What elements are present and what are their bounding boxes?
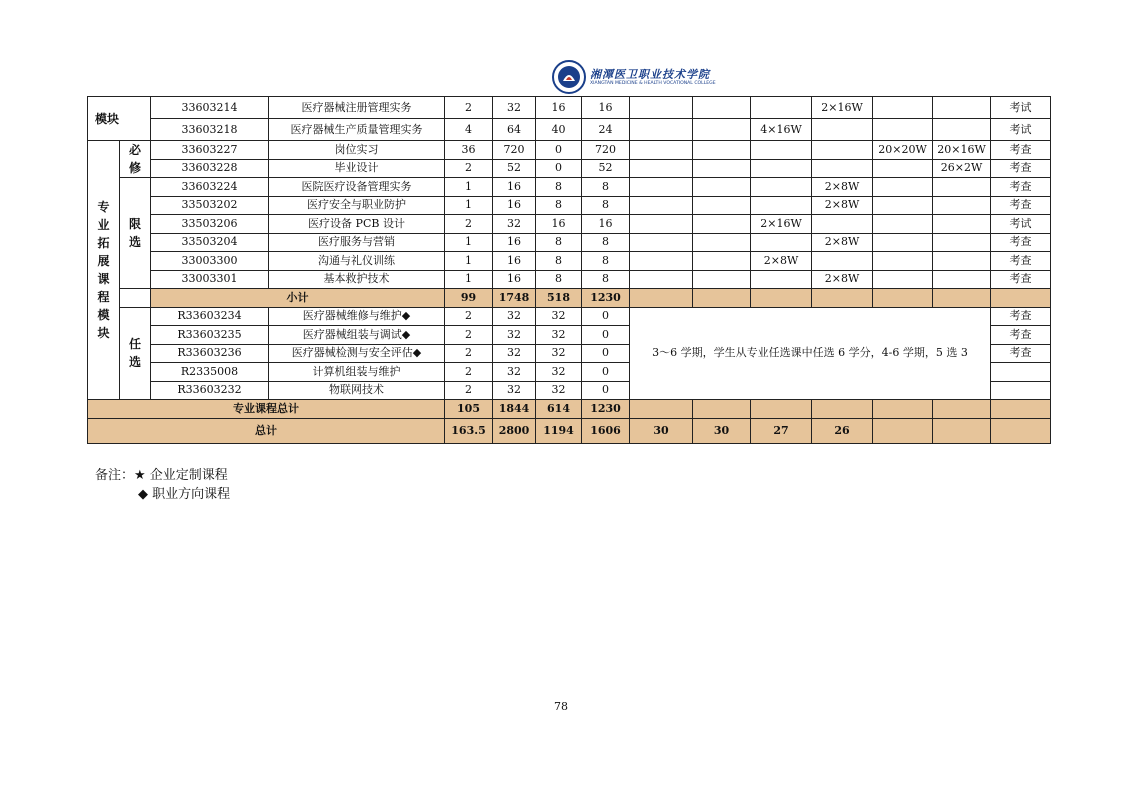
table-row bbox=[88, 196, 1051, 215]
elective-label: 任选 bbox=[120, 307, 151, 400]
theory-hours: 32 bbox=[536, 381, 582, 400]
course-name: 计算机组装与维护 bbox=[269, 363, 445, 382]
practice-hours: 0 bbox=[582, 307, 630, 326]
total-hours: 52 bbox=[493, 159, 536, 178]
grand-total-total-hours: 2800 bbox=[493, 418, 536, 443]
theory-hours: 8 bbox=[536, 270, 582, 289]
theory-hours: 32 bbox=[536, 344, 582, 363]
term-6 bbox=[933, 119, 991, 141]
table-row bbox=[88, 270, 1051, 289]
required-label: 必修 bbox=[120, 141, 151, 178]
credits: 1 bbox=[445, 270, 493, 289]
term-3 bbox=[751, 400, 812, 419]
practice-hours: 0 bbox=[582, 381, 630, 400]
exam-type: 考查 bbox=[991, 141, 1051, 160]
term-4 bbox=[812, 215, 873, 234]
table-row bbox=[88, 252, 1051, 271]
credits: 1 bbox=[445, 196, 493, 215]
course-code: R33603232 bbox=[151, 381, 269, 400]
practice-hours: 720 bbox=[582, 141, 630, 160]
table-row bbox=[88, 159, 1051, 178]
course-code: R33603235 bbox=[151, 326, 269, 345]
practice-hours: 8 bbox=[582, 252, 630, 271]
term-3 bbox=[751, 196, 812, 215]
term-5 bbox=[873, 400, 933, 419]
grand-total-term-1: 30 bbox=[630, 418, 693, 443]
college-name: 湘潭医卫职业技术学院 bbox=[590, 68, 710, 81]
term-2 bbox=[693, 252, 751, 271]
remarks bbox=[95, 466, 230, 504]
term-4: 2×8W bbox=[812, 233, 873, 252]
term-6 bbox=[933, 289, 991, 308]
exam-type: 考查 bbox=[991, 159, 1051, 178]
credits: 2 bbox=[445, 326, 493, 345]
term-1 bbox=[630, 97, 693, 119]
term-2 bbox=[693, 159, 751, 178]
credits: 1 bbox=[445, 178, 493, 197]
table-row bbox=[88, 119, 1051, 141]
term-4 bbox=[812, 289, 873, 308]
exam-type: 考查 bbox=[991, 270, 1051, 289]
grand-total-row bbox=[88, 418, 1051, 443]
credits: 2 bbox=[445, 344, 493, 363]
term-2 bbox=[693, 141, 751, 160]
total-hours: 16 bbox=[493, 252, 536, 271]
theory-hours: 40 bbox=[536, 119, 582, 141]
term-1 bbox=[630, 159, 693, 178]
term-1 bbox=[630, 289, 693, 308]
term-5 bbox=[873, 289, 933, 308]
theory-hours: 0 bbox=[536, 159, 582, 178]
total-hours: 16 bbox=[493, 233, 536, 252]
course-code: R33603236 bbox=[151, 344, 269, 363]
total-hours: 64 bbox=[493, 119, 536, 141]
total-hours: 32 bbox=[493, 215, 536, 234]
term-5: 20×20W bbox=[873, 141, 933, 160]
theory-hours: 32 bbox=[536, 307, 582, 326]
term-6 bbox=[933, 270, 991, 289]
total-hours: 16 bbox=[493, 270, 536, 289]
exam-type bbox=[991, 400, 1051, 419]
subtotal-credits: 99 bbox=[445, 289, 493, 308]
term-2 bbox=[693, 215, 751, 234]
term-2 bbox=[693, 119, 751, 141]
prof-ext-module-label: 专业拓展课程模块 bbox=[88, 141, 120, 400]
theory-hours: 32 bbox=[536, 363, 582, 382]
credits: 2 bbox=[445, 363, 493, 382]
table-row bbox=[88, 141, 1051, 160]
course-code: 33603224 bbox=[151, 178, 269, 197]
total-hours: 32 bbox=[493, 381, 536, 400]
practice-hours: 0 bbox=[582, 326, 630, 345]
term-4: 2×8W bbox=[812, 178, 873, 197]
prof-total-total-hours: 1844 bbox=[493, 400, 536, 419]
term-2 bbox=[693, 400, 751, 419]
term-3 bbox=[751, 233, 812, 252]
term-5 bbox=[873, 233, 933, 252]
credits: 2 bbox=[445, 159, 493, 178]
term-4 bbox=[812, 141, 873, 160]
subtotal-practice-hours: 1230 bbox=[582, 289, 630, 308]
elective-note: 3～6 学期，学生从专业任选课中任选 6 学分，4-6 学期，5 选 3 bbox=[630, 307, 991, 400]
theory-hours: 0 bbox=[536, 141, 582, 160]
prof-total-theory-hours: 614 bbox=[536, 400, 582, 419]
course-plan-table bbox=[87, 96, 1051, 444]
total-hours: 32 bbox=[493, 363, 536, 382]
course-code: 33503204 bbox=[151, 233, 269, 252]
term-4: 2×8W bbox=[812, 196, 873, 215]
total-hours: 32 bbox=[493, 326, 536, 345]
term-3: 4×16W bbox=[751, 119, 812, 141]
term-1 bbox=[630, 141, 693, 160]
term-4: 2×8W bbox=[812, 270, 873, 289]
course-code: 33603227 bbox=[151, 141, 269, 160]
remarks-star-item: ★ 企业定制课程 bbox=[134, 468, 228, 483]
grand-total-term-2: 30 bbox=[693, 418, 751, 443]
exam-type bbox=[991, 418, 1051, 443]
grand-total-term-5 bbox=[873, 418, 933, 443]
term-6 bbox=[933, 233, 991, 252]
course-code: 33003300 bbox=[151, 252, 269, 271]
remarks-line-1 bbox=[95, 466, 230, 485]
course-name: 医疗设备 PCB 设计 bbox=[269, 215, 445, 234]
term-5 bbox=[873, 97, 933, 119]
practice-hours: 24 bbox=[582, 119, 630, 141]
exam-type bbox=[991, 381, 1051, 400]
term-4 bbox=[812, 252, 873, 271]
theory-hours: 32 bbox=[536, 326, 582, 345]
term-3 bbox=[751, 178, 812, 197]
term-1 bbox=[630, 178, 693, 197]
exam-type: 考查 bbox=[991, 307, 1051, 326]
practice-hours: 16 bbox=[582, 215, 630, 234]
term-1 bbox=[630, 233, 693, 252]
term-1 bbox=[630, 400, 693, 419]
course-name: 医疗器械组装与调试◆ bbox=[269, 326, 445, 345]
exam-type: 考试 bbox=[991, 97, 1051, 119]
total-hours: 720 bbox=[493, 141, 536, 160]
subtotal-blank bbox=[120, 289, 151, 308]
term-4 bbox=[812, 119, 873, 141]
theory-hours: 16 bbox=[536, 215, 582, 234]
total-hours: 32 bbox=[493, 307, 536, 326]
total-hours: 16 bbox=[493, 196, 536, 215]
theory-hours: 8 bbox=[536, 233, 582, 252]
remarks-diamond-item: ◆ 职业方向课程 bbox=[138, 487, 231, 502]
table-row bbox=[88, 178, 1051, 197]
course-name: 沟通与礼仪训练 bbox=[269, 252, 445, 271]
total-hours: 16 bbox=[493, 178, 536, 197]
grand-total-practice-hours: 1606 bbox=[582, 418, 630, 443]
subtotal-label: 小计 bbox=[151, 289, 445, 308]
grand-total-credits: 163.5 bbox=[445, 418, 493, 443]
module-tail-label: 模块 bbox=[88, 97, 151, 141]
course-name: 毕业设计 bbox=[269, 159, 445, 178]
term-6 bbox=[933, 97, 991, 119]
subtotal-row bbox=[88, 289, 1051, 308]
prof-total-practice-hours: 1230 bbox=[582, 400, 630, 419]
course-code: 33003301 bbox=[151, 270, 269, 289]
term-6: 20×16W bbox=[933, 141, 991, 160]
grand-total-term-6 bbox=[933, 418, 991, 443]
exam-type: 考试 bbox=[991, 119, 1051, 141]
exam-type: 考查 bbox=[991, 326, 1051, 345]
total-hours: 32 bbox=[493, 344, 536, 363]
term-1 bbox=[630, 119, 693, 141]
course-code: 33603214 bbox=[151, 97, 269, 119]
grand-total-term-3: 27 bbox=[751, 418, 812, 443]
term-5 bbox=[873, 119, 933, 141]
practice-hours: 52 bbox=[582, 159, 630, 178]
credits: 2 bbox=[445, 381, 493, 400]
term-6 bbox=[933, 196, 991, 215]
practice-hours: 8 bbox=[582, 178, 630, 197]
term-5 bbox=[873, 270, 933, 289]
term-3 bbox=[751, 289, 812, 308]
term-6 bbox=[933, 400, 991, 419]
college-name-english: XIANGTAN MEDICINE & HEALTH VOCATIONAL COLLEGE bbox=[590, 81, 716, 86]
term-3 bbox=[751, 97, 812, 119]
subtotal-total-hours: 1748 bbox=[493, 289, 536, 308]
term-5 bbox=[873, 215, 933, 234]
term-5 bbox=[873, 252, 933, 271]
limited-label: 限选 bbox=[120, 178, 151, 289]
term-5 bbox=[873, 178, 933, 197]
term-3: 2×8W bbox=[751, 252, 812, 271]
course-code: 33503202 bbox=[151, 196, 269, 215]
theory-hours: 8 bbox=[536, 178, 582, 197]
exam-type: 考查 bbox=[991, 178, 1051, 197]
prof-total-row bbox=[88, 400, 1051, 419]
term-6 bbox=[933, 215, 991, 234]
course-code: R33603234 bbox=[151, 307, 269, 326]
term-1 bbox=[630, 252, 693, 271]
page-number: 78 bbox=[554, 700, 568, 713]
theory-hours: 8 bbox=[536, 196, 582, 215]
term-1 bbox=[630, 270, 693, 289]
course-name: 物联网技术 bbox=[269, 381, 445, 400]
course-code: 33603218 bbox=[151, 119, 269, 141]
course-name: 岗位实习 bbox=[269, 141, 445, 160]
course-code: 33603228 bbox=[151, 159, 269, 178]
term-3: 2×16W bbox=[751, 215, 812, 234]
table-row bbox=[88, 233, 1051, 252]
exam-type: 考查 bbox=[991, 344, 1051, 363]
exam-type: 考查 bbox=[991, 252, 1051, 271]
credits: 1 bbox=[445, 233, 493, 252]
term-2 bbox=[693, 178, 751, 197]
term-6 bbox=[933, 252, 991, 271]
practice-hours: 0 bbox=[582, 344, 630, 363]
grand-total-theory-hours: 1194 bbox=[536, 418, 582, 443]
practice-hours: 8 bbox=[582, 233, 630, 252]
term-4 bbox=[812, 400, 873, 419]
practice-hours: 0 bbox=[582, 363, 630, 382]
course-code: R2335008 bbox=[151, 363, 269, 382]
credits: 2 bbox=[445, 215, 493, 234]
exam-type bbox=[991, 363, 1051, 382]
exam-type: 考查 bbox=[991, 233, 1051, 252]
term-4 bbox=[812, 159, 873, 178]
college-logo bbox=[552, 60, 716, 96]
table-row bbox=[88, 97, 1051, 119]
credits: 36 bbox=[445, 141, 493, 160]
credits: 2 bbox=[445, 97, 493, 119]
term-3 bbox=[751, 270, 812, 289]
term-6: 26×2W bbox=[933, 159, 991, 178]
term-5 bbox=[873, 159, 933, 178]
exam-type: 考试 bbox=[991, 215, 1051, 234]
remarks-prefix: 备注： bbox=[95, 468, 135, 483]
term-6 bbox=[933, 178, 991, 197]
course-name: 医疗器械注册管理实务 bbox=[269, 97, 445, 119]
exam-type bbox=[991, 289, 1051, 308]
course-name: 基本救护技术 bbox=[269, 270, 445, 289]
table-row bbox=[88, 307, 1051, 326]
term-1 bbox=[630, 196, 693, 215]
practice-hours: 16 bbox=[582, 97, 630, 119]
practice-hours: 8 bbox=[582, 196, 630, 215]
course-name: 医疗安全与职业防护 bbox=[269, 196, 445, 215]
credits: 2 bbox=[445, 307, 493, 326]
term-4: 2×16W bbox=[812, 97, 873, 119]
term-1 bbox=[630, 215, 693, 234]
prof-total-label: 专业课程总计 bbox=[88, 400, 445, 419]
college-emblem-icon bbox=[552, 60, 586, 94]
course-name: 医院医疗设备管理实务 bbox=[269, 178, 445, 197]
exam-type: 考查 bbox=[991, 196, 1051, 215]
term-2 bbox=[693, 289, 751, 308]
theory-hours: 16 bbox=[536, 97, 582, 119]
term-3 bbox=[751, 141, 812, 160]
course-name: 医疗器械维修与维护◆ bbox=[269, 307, 445, 326]
prof-total-credits: 105 bbox=[445, 400, 493, 419]
course-name: 医疗器械检测与安全评估◆ bbox=[269, 344, 445, 363]
course-name: 医疗器械生产质量管理实务 bbox=[269, 119, 445, 141]
term-2 bbox=[693, 97, 751, 119]
term-2 bbox=[693, 270, 751, 289]
term-3 bbox=[751, 159, 812, 178]
course-code: 33503206 bbox=[151, 215, 269, 234]
grand-total-label: 总计 bbox=[88, 418, 445, 443]
total-hours: 32 bbox=[493, 97, 536, 119]
credits: 1 bbox=[445, 252, 493, 271]
table-row bbox=[88, 215, 1051, 234]
term-5 bbox=[873, 196, 933, 215]
theory-hours: 8 bbox=[536, 252, 582, 271]
subtotal-theory-hours: 518 bbox=[536, 289, 582, 308]
grand-total-term-4: 26 bbox=[812, 418, 873, 443]
term-2 bbox=[693, 233, 751, 252]
credits: 4 bbox=[445, 119, 493, 141]
practice-hours: 8 bbox=[582, 270, 630, 289]
term-2 bbox=[693, 196, 751, 215]
course-name: 医疗服务与营销 bbox=[269, 233, 445, 252]
